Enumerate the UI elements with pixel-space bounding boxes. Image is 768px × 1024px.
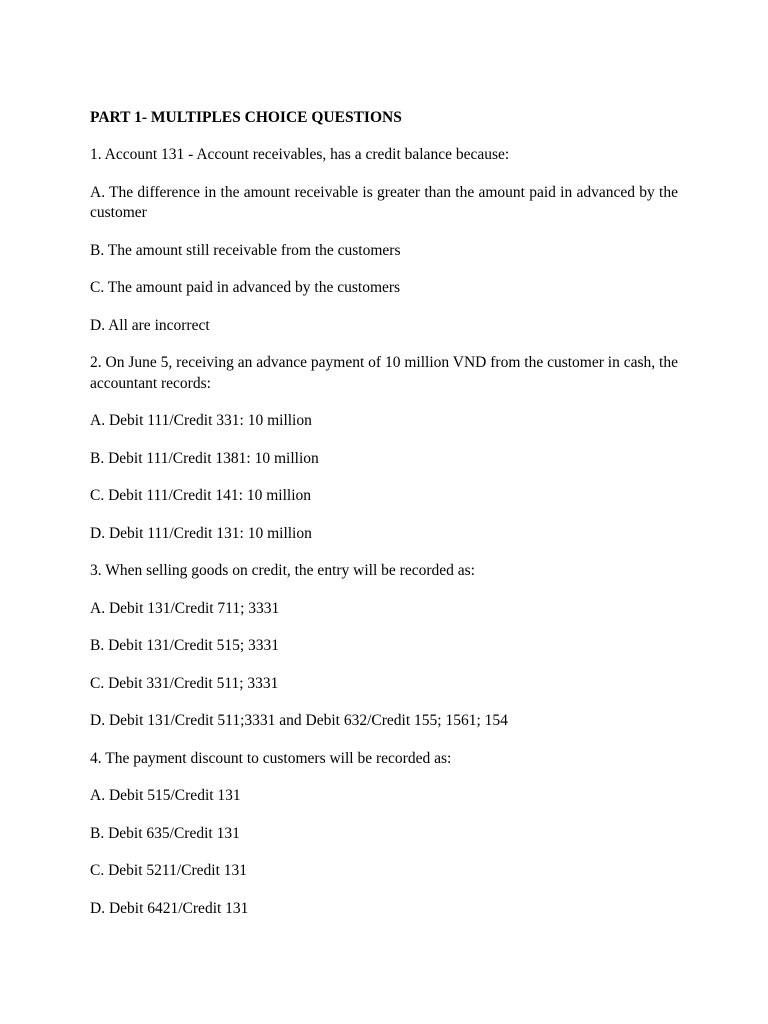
section-heading: PART 1- MULTIPLES CHOICE QUESTIONS <box>90 109 402 126</box>
question-2-option-a: A. Debit 111/Credit 331: 10 million <box>90 412 312 429</box>
question-4-option-c: C. Debit 5211/Credit 131 <box>90 862 247 879</box>
question-3: 3. When selling goods on credit, the entry will be recorded as: <box>90 562 475 579</box>
document-page <box>90 108 678 936</box>
question-4-option-a: A. Debit 515/Credit 131 <box>90 787 241 804</box>
question-1-option-c: C. The amount paid in advanced by the customers <box>90 279 401 296</box>
question-3-option-c: C. Debit 331/Credit 511; 3331 <box>90 674 279 692</box>
question-2-option-c: C. Debit 111/Credit 141: 10 million <box>90 487 312 504</box>
question-1-option-d: D. All are incorrect <box>90 316 210 334</box>
question-4-option-d: D. Debit 6421/Credit 131 <box>90 899 249 917</box>
question-3-option-d: D. Debit 131/Credit 511;3331 and Debit 632/Credit 155; 1561; 154 <box>90 712 508 729</box>
question-2: 2. On June 5, receiving an advance payment of 10 million VND from the customer in cash, the accountant records: <box>90 354 678 392</box>
question-4-option-b: B. Debit 635/Credit 131 <box>90 824 240 842</box>
question-3-option-a: A. Debit 131/Credit 711; 3331 <box>90 599 280 617</box>
question-1-option-a: A. The difference in the amount receivable is greater than the amount paid in advanced by the customer <box>90 183 678 221</box>
question-2-option-d: D. Debit 111/Credit 131: 10 million <box>90 524 312 542</box>
question-4: 4. The payment discount to customers will be recorded as: <box>90 749 452 767</box>
question-1-option-b: B. The amount still receivable from the customers <box>90 241 401 259</box>
question-1: 1. Account 131 - Account receivables, has a credit balance because: <box>90 146 510 163</box>
question-2-option-b: B. Debit 111/Credit 1381: 10 million <box>90 449 319 467</box>
question-3-option-b: B. Debit 131/Credit 515; 3331 <box>90 637 280 654</box>
